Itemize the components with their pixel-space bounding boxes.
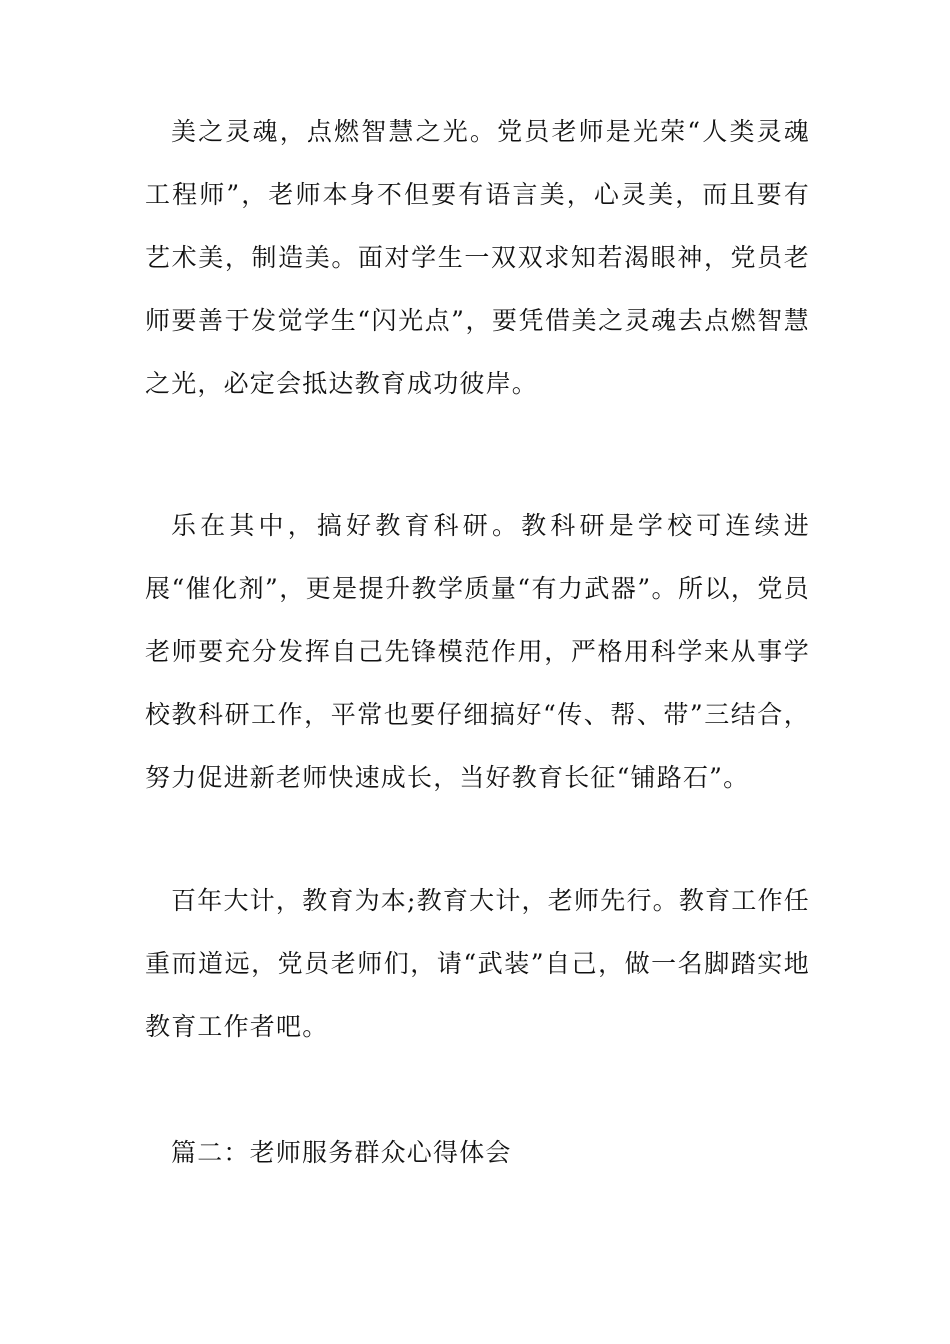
paragraph-education-plan: 百年大计，教育为本;教育大计，老师先行。教育工作任重而道远，党员老师们，请“武装”自己，做一名脚踏实地教育工作者吧。	[145, 886, 810, 1041]
paragraph-education-research: 乐在其中，搞好教育科研。教科研是学校可连续进展“催化剂”，更是提升教学质量“有力武器”。所以，党员老师要充分发挥自己先锋模范作用，严格用科学来从事学校教科研工作，平常也要仔细搞好“传、帮、带”三结合，努力促进新老师快速成长，当好教育长征“铺路石”。	[145, 511, 810, 792]
paragraph-beauty-soul: 美之灵魂，点燃智慧之光。党员老师是光荣“人类灵魂工程师”，老师本身不但要有语言美，心灵美，而且要有艺术美，制造美。面对学生一双双求知若渴眼神，党员老师要善于发觉学生“闪光点”，要凭借美之灵魂去点燃智慧之光，必定会抵达教育成功彼岸。	[145, 117, 810, 398]
section-heading: 篇二：老师服务群众心得体会	[171, 1138, 512, 1167]
